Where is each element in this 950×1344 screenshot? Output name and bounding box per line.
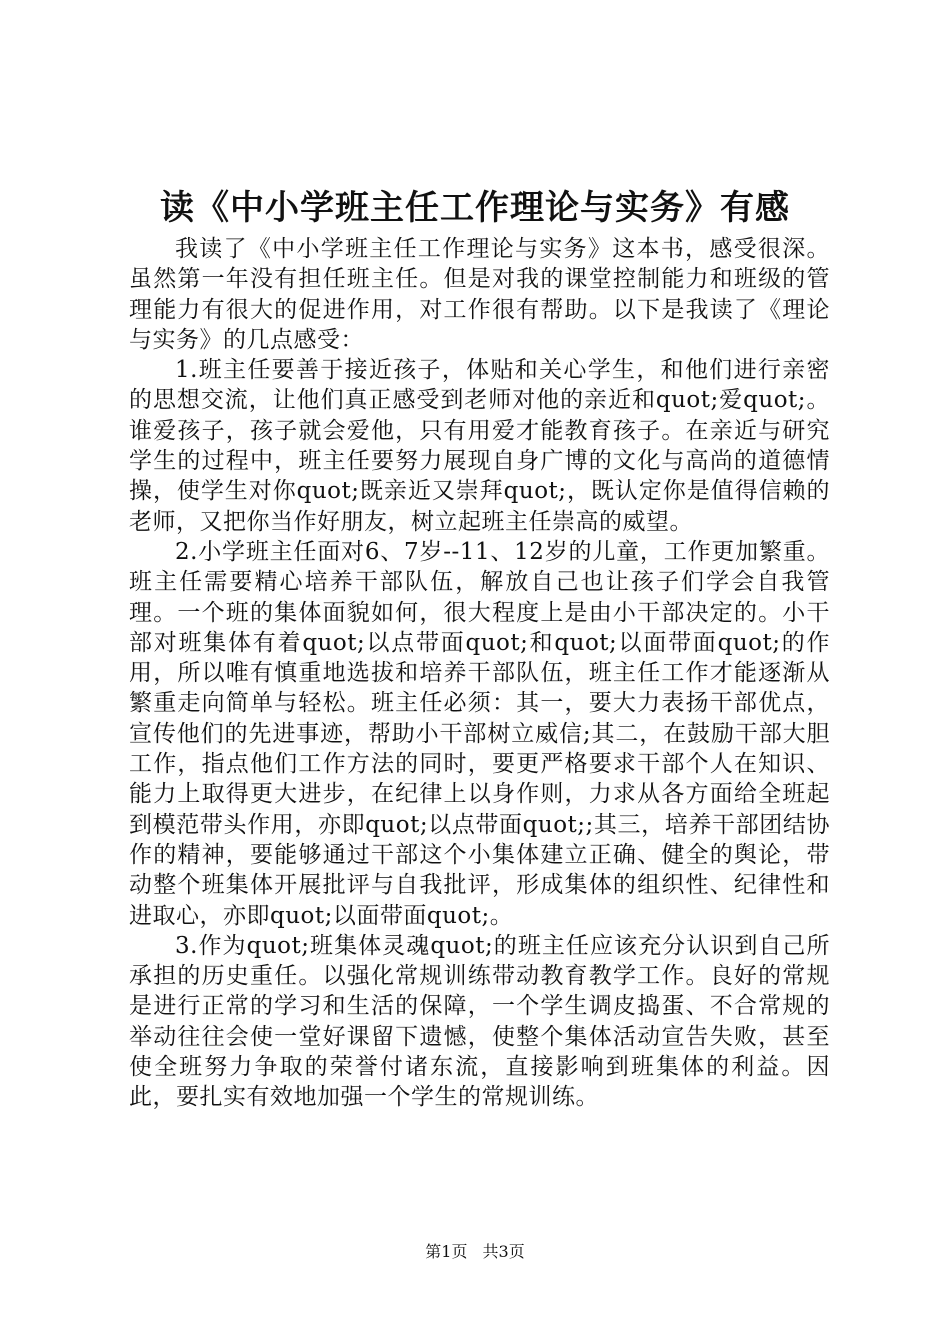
page-total: 共3页	[482, 1242, 525, 1261]
document-body	[129, 234, 830, 1113]
paragraph-point-2: 2.小学班主任面对6、7岁--11、12岁的儿童，工作更加繁重。班主任需要精心培养干部队伍，解放自己也让孩子们学会自我管理。一个班的集体面貌如何，很大程度上是由小干部决定的。小干部对班集体有着quot;以点带面quot;和quot;以面带面quot;的作用，所以唯有慎重地选拔和培养干部队伍，班主任工作才能逐渐从繁重走向简单与轻松。班主任必须：其一，要大力表扬干部优点，宣传他们的先进事迹，帮助小干部树立威信;其二，在鼓励干部大胆工作，指点他们工作方法的同时，要更严格要求干部个人在知识、能力上取得更大进步，在纪律上以身作则，力求从各方面给全班起到模范带头作用，亦即quot;以点带面quot;;其三，培养干部团结协作的精神，要能够通过干部这个小集体建立正确、健全的舆论，带动整个班集体开展批评与自我批评，形成集体的组织性、纪律性和进取心，亦即quot;以面带面quot;。	[129, 538, 830, 929]
document-title: 读《中小学班主任工作理论与实务》有感	[160, 188, 790, 228]
page-footer	[0, 1240, 950, 1264]
paragraph-intro: 我读了《中小学班主任工作理论与实务》这本书，感受很深。虽然第一年没有担任班主任。但是对我的课堂控制能力和班级的管理能力有很大的促进作用，对工作很有帮助。以下是我读了《理论与实务》的几点感受：	[129, 236, 830, 353]
page-number: 第1页	[425, 1242, 468, 1261]
paragraph-point-1: 1.班主任要善于接近孩子，体贴和关心学生，和他们进行亲密的思想交流，让他们真正感受到老师对他的亲近和quot;爱quot;。谁爱孩子，孩子就会爱他，只有用爱才能教育孩子。在亲近与研究学生的过程中，班主任要努力展现自身广博的文化与高尚的道德情操，使学生对你quot;既亲近又崇拜quot;，既认定你是值得信赖的老师，又把你当作好朋友，树立起班主任崇高的威望。	[129, 357, 830, 535]
paragraph-point-3: 3.作为quot;班集体灵魂quot;的班主任应该充分认识到自己所承担的历史重任。以强化常规训练带动教育教学工作。良好的常规是进行正常的学习和生活的保障，一个学生调皮捣蛋、不合常规的举动往往会使一堂好课留下遗憾，使整个集体活动宣告失败，甚至使全班努力争取的荣誉付诸东流，直接影响到班集体的利益。因此，要扎实有效地加强一个学生的常规训练。	[129, 932, 830, 1111]
